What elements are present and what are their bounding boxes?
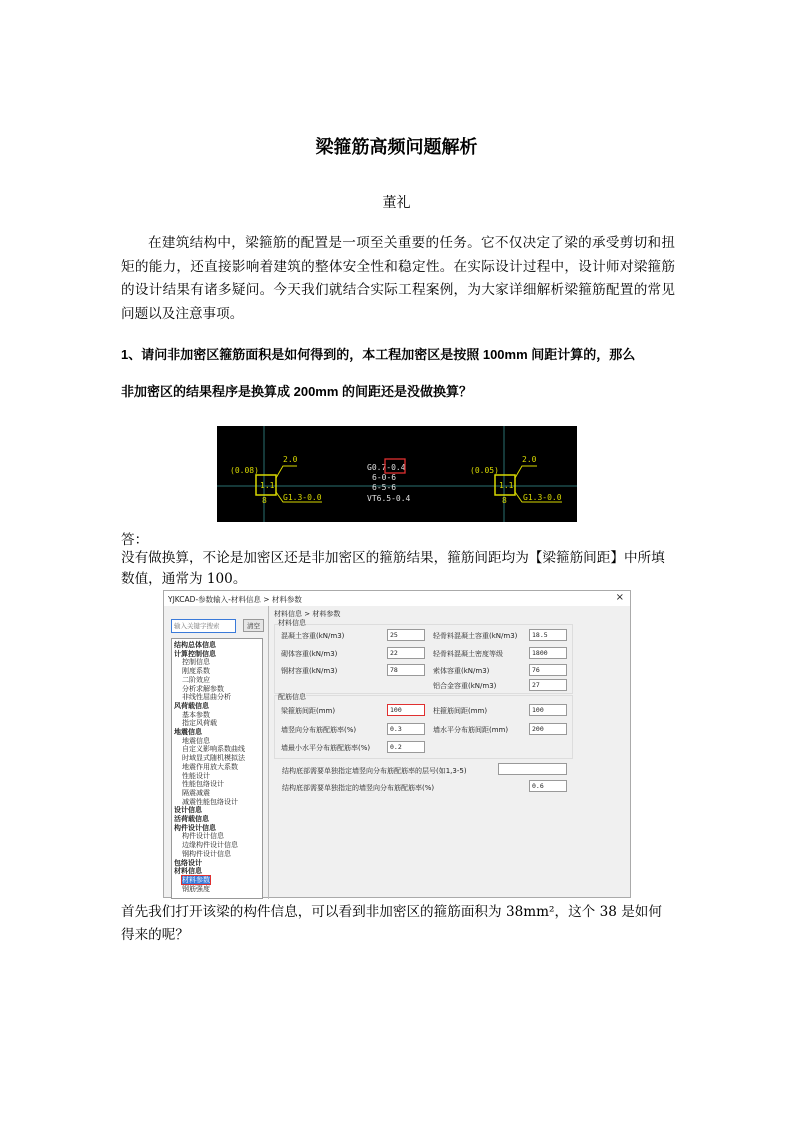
field-label: 铝合金容重(kN/m3) [433,682,497,690]
field-input[interactable]: 100 [387,704,425,716]
clear-button[interactable]: 清空 [243,619,264,632]
tree-item[interactable]: 活荷载信息 [174,815,209,823]
svg-text:(0.08): (0.08) [230,466,259,475]
field-input[interactable]: 1800 [529,647,567,659]
dialog-title: YJKCAD-参数输入-材料信息 > 材料参数 [168,595,302,604]
svg-text:2.0: 2.0 [522,455,537,464]
material-parameters-dialog [163,590,631,898]
tree-item[interactable]: 地震作用放大系数 [182,762,238,771]
answer-paragraph: 没有做换算，不论是加密区还是非加密区的箍筋结果，箍筋间距均为【梁箍筋间距】中所填数值，通常为 100。 [121,550,665,587]
tree-item[interactable]: 地震信息 [182,736,210,745]
group-title-rebar: 配筋信息 [278,693,306,701]
tree-item[interactable]: 边缘构件设计信息 [182,841,238,850]
field-input[interactable]: 27 [529,679,567,691]
field-input[interactable]: 76 [529,664,567,676]
tree-item[interactable]: 材料信息 [174,867,202,876]
field-input[interactable]: 200 [529,723,567,735]
answer-label: 答： [121,532,149,548]
tree-item[interactable]: 设计信息 [174,806,202,815]
field-label: 索体容重(kN/m3) [433,667,490,675]
tree-item[interactable]: 钢筋强度 [182,884,210,893]
field-label: 钢材容重(kN/m3) [281,667,338,675]
field-label: 梁箍筋间距(mm) [281,707,336,715]
tree-item[interactable]: 减震性能包络设计 [182,797,238,806]
intro-paragraph: 在建筑结构中，梁箍筋的配置是一项至关重要的任务。它不仅决定了梁的承受剪切和扭矩的能力，还直接影响着建筑的整体安全性和稳定性。在实际设计过程中，设计师对梁箍筋的设计结果有诸多疑问。今天我们就结合实际工程案例，为大家详细解析梁箍筋配置的常见问题以及注意事项。 [121,235,675,323]
field-input[interactable]: 100 [529,704,567,716]
tree-item[interactable]: 包络设计 [174,858,202,867]
tree-item[interactable]: 指定风荷载 [182,719,217,728]
tree-item[interactable]: 地震信息 [174,728,202,736]
author: 董礼 [382,195,411,211]
parameter-tree[interactable] [171,638,263,899]
tree-item[interactable]: 钢构件设计信息 [182,849,231,858]
tree-item[interactable]: 构件设计信息 [174,823,216,832]
search-input[interactable] [171,619,236,633]
field-input[interactable]: 0.2 [387,741,425,753]
svg-text:VT6.5-0.4: VT6.5-0.4 [367,494,411,503]
field-input[interactable]: 25 [387,629,425,641]
bottom-floor-input[interactable] [498,763,567,775]
tree-item[interactable]: 非线性屈曲分析 [182,693,231,702]
field-input[interactable]: 18.5 [529,629,567,641]
title-bar [164,591,630,606]
bottom-ratio-input[interactable]: 0.6 [529,780,567,792]
field-input[interactable]: 0.3 [387,723,425,735]
svg-text:G1.3-0.0: G1.3-0.0 [523,493,562,502]
field-label: 轻骨料混凝土密度等级 [433,650,503,658]
closing-paragraph: 首先我们打开该梁的构件信息，可以看到非加密区的箍筋面积为 38mm²，这个 38 是如何得来的呢？ [121,904,662,943]
tree-item[interactable]: 计算控制信息 [174,649,216,658]
tree-item[interactable]: 基本参数 [182,710,210,719]
field-label: 墙竖向分布筋配筋率(%) [281,726,357,734]
tree-item[interactable]: 隔震减震 [182,788,210,797]
document-title: 梁箍筋高频问题解析 [315,137,478,158]
beam-center-annotation [367,459,411,503]
left-column-annotation [230,455,322,505]
field-label: 墙最小水平分布筋配筋率(%) [281,744,371,752]
svg-text:G1.3-0.0: G1.3-0.0 [283,493,322,502]
question-line-1: 1、请问非加密区箍筋面积是如何得到的，本工程加密区是按照 100mm 间距计算的，那么 [121,347,636,362]
tree-item[interactable]: 分析求解参数 [182,684,224,693]
right-column-annotation [470,455,562,505]
tree-item[interactable]: 风荷载信息 [174,701,209,710]
cad-beam-drawing [217,426,577,522]
tree-item[interactable]: 刚度系数 [182,667,210,676]
group-title-material: 材料信息 [278,619,306,627]
close-icon[interactable]: × [615,592,624,603]
tree-item[interactable]: 控制信息 [182,658,210,667]
svg-text:8: 8 [502,496,507,505]
divider [268,606,269,899]
field-label: 轻骨料混凝土容重(kN/m3) [433,632,518,640]
field-label: 混凝土容重(kN/m3) [281,632,345,640]
svg-text:8: 8 [262,496,267,505]
tree-item-selected[interactable]: 材料参数 [182,875,210,884]
svg-text:1.1: 1.1 [260,481,275,490]
tree-item[interactable]: 二阶效应 [182,675,210,684]
breadcrumb: 材料信息 > 材料参数 [274,610,341,618]
question-line-2: 非加密区的结果程序是换算成 200mm 的间距还是没做换算？ [121,384,473,399]
tree-item[interactable]: 时域显式随机模拟法 [182,754,245,763]
field-input[interactable]: 78 [387,664,425,676]
svg-text:6-5-6: 6-5-6 [372,483,397,492]
field-label: 砌体容重(kN/m3) [281,650,338,658]
field-input[interactable]: 22 [387,647,425,659]
svg-text:2.0: 2.0 [283,455,298,464]
bottom-floor-label: 结构底部需要单独指定墙竖向分布筋配筋率的层号(如1,3-5) [282,767,467,775]
bottom-ratio-label: 结构底部需要单独指定的墙竖向分布筋配筋率(%) [282,784,435,792]
field-label: 柱箍筋间距(mm) [433,707,488,715]
tree-item[interactable]: 性能包络设计 [182,780,224,789]
tree-item[interactable]: 结构总体信息 [174,641,216,649]
svg-text:G0.7-0.4: G0.7-0.4 [367,463,406,472]
tree-item[interactable]: 自定义影响系数曲线 [182,745,245,754]
svg-text:6-0-6: 6-0-6 [372,473,397,482]
svg-text:1.1: 1.1 [499,481,514,490]
field-label: 墙水平分布筋间距(mm) [433,726,509,734]
svg-text:(0.05): (0.05) [470,466,499,475]
tree-item[interactable]: 构件设计信息 [182,832,224,841]
tree-item[interactable]: 性能设计 [182,771,210,780]
